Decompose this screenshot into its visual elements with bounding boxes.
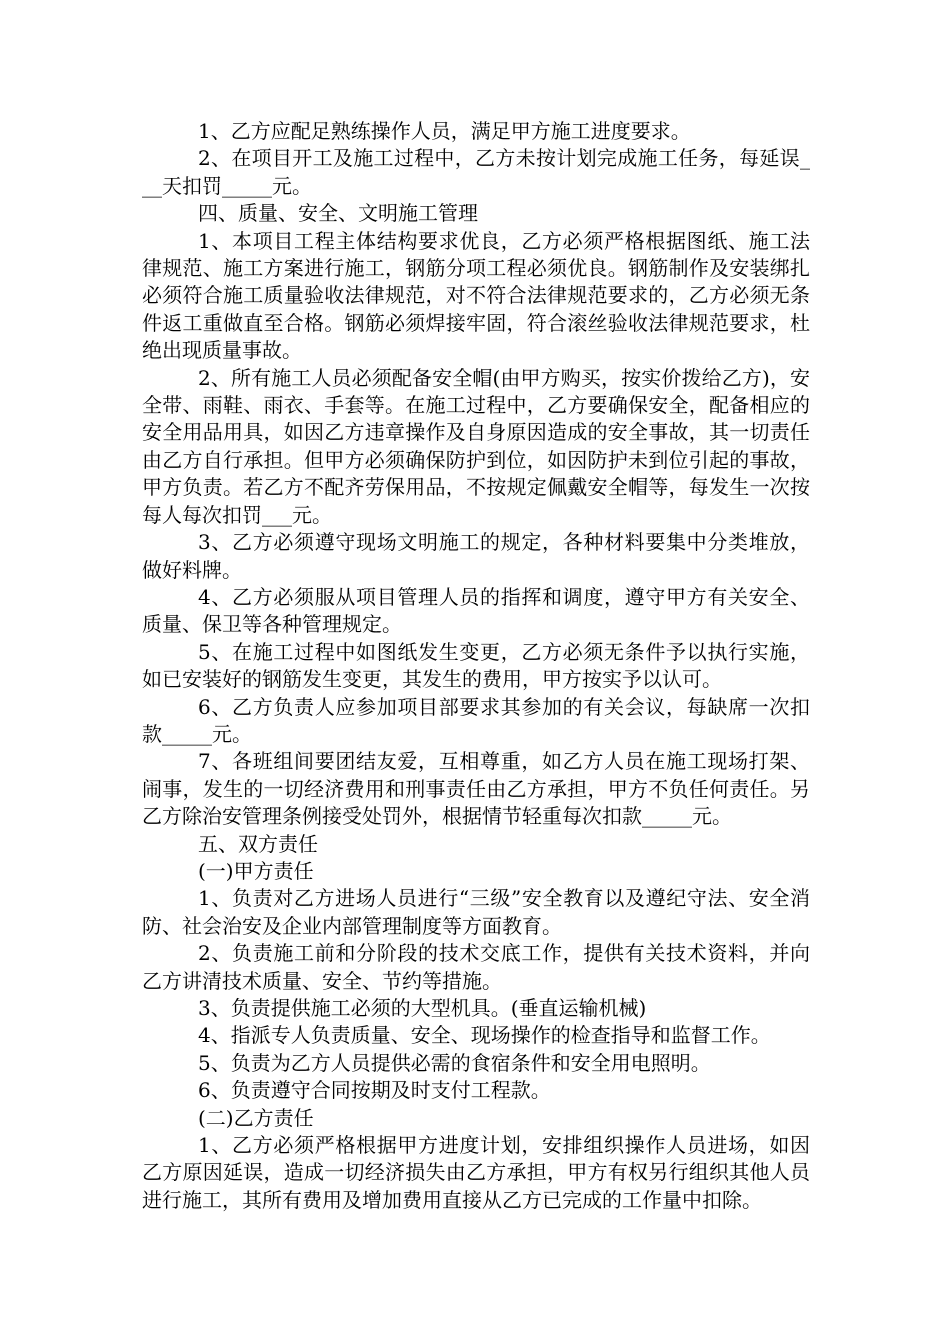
document-body bbox=[142, 118, 810, 1214]
paragraph-16: 1、乙方必须严格根据甲方进度计划，安排组织操作人员进场，如因乙方原因延误，造成一切经济损失由乙方承担，甲方有权另行组织其他人员进行施工，其所有费用及增加费用直接从乙方已完成的工作量中扣除。 bbox=[142, 1133, 810, 1212]
paragraph-12: 3、负责提供施工必须的大型机具。(垂直运输机械) bbox=[198, 996, 647, 1020]
section-heading-5: 五、双方责任 bbox=[198, 831, 318, 856]
paragraph-14: 5、负责为乙方人员提供必需的食宿条件和安全用电照明。 bbox=[198, 1050, 711, 1075]
section-heading-4: 四、质量、安全、文明施工管理 bbox=[198, 201, 478, 226]
subsection-heading-party-b: (二)乙方责任 bbox=[198, 1105, 314, 1130]
paragraph-2: 2、在项目开工及施工过程中，乙方未按计划完成施工任务，每延误___天扣罚_____元。 bbox=[142, 146, 810, 198]
paragraph-8: 6、乙方负责人应参加项目部要求其参加的有关会议，每缺席一次扣款_____元。 bbox=[142, 694, 810, 746]
paragraph-10: 1、负责对乙方进场人员进行“三级”安全教育以及遵纪守法、安全消防、社会治安及企业内部管理制度等方面教育。 bbox=[142, 886, 810, 938]
paragraph-13: 4、指派专人负责质量、安全、现场操作的检查指导和监督工作。 bbox=[198, 1023, 771, 1048]
paragraph-6: 4、乙方必须服从项目管理人员的指挥和调度，遵守甲方有关安全、质量、保卫等各种管理规定。 bbox=[142, 584, 810, 637]
paragraph-4: 2、所有施工人员必须配备安全帽(由甲方购买，按实价拨给乙方)，安全带、雨鞋、雨衣、手套等。在施工过程中，乙方要确保安全，配备相应的安全用品用具，如因乙方违章操作及自身原因造成的安全事故，其一切责任由乙方自行承担。但甲方必须确保防护到位，如因防护未到位引起的事故，甲方负责。若乙方不配齐劳保用品，不按规定佩戴安全帽等，每发生一次按每人每次扣罚___元。 bbox=[142, 365, 810, 527]
subsection-heading-party-a: (一)甲方责任 bbox=[198, 858, 314, 883]
paragraph-7: 5、在施工过程中如图纸发生变更，乙方必须无条件予以执行实施，如已安装好的钢筋发生变更，其发生的费用，甲方按实予以认可。 bbox=[142, 639, 810, 692]
paragraph-3: 1、本项目工程主体结构要求优良，乙方必须严格根据图纸、施工法律规范、施工方案进行施工，钢筋分项工程必须优良。钢筋制作及安装绑扎必须符合施工质量验收法律规范，对不符合法律规范要求的，乙方必须无条件返工重做直至合格。钢筋必须焊接牢固，符合滚丝验收法律规范要求，杜绝出现质量事故。 bbox=[142, 228, 810, 363]
paragraph-15: 6、负责遵守合同按期及时支付工程款。 bbox=[198, 1078, 551, 1103]
paragraph-9: 7、各班组间要团结友爱，互相尊重，如乙方人员在施工现场打架、闹事，发生的一切经济费用和刑事责任由乙方承担，甲方不负任何责任。另乙方除治安管理条例接受处罚外，根据情节轻重每次扣款_____元。 bbox=[142, 749, 810, 829]
paragraph-11: 2、负责施工前和分阶段的技术交底工作，提供有关技术资料，并向乙方讲清技术质量、安全、节约等措施。 bbox=[142, 941, 810, 993]
paragraph-1: 1、乙方应配足熟练操作人员，满足甲方施工进度要求。 bbox=[198, 119, 691, 143]
paragraph-5: 3、乙方必须遵守现场文明施工的规定，各种材料要集中分类堆放，做好料牌。 bbox=[142, 530, 810, 582]
